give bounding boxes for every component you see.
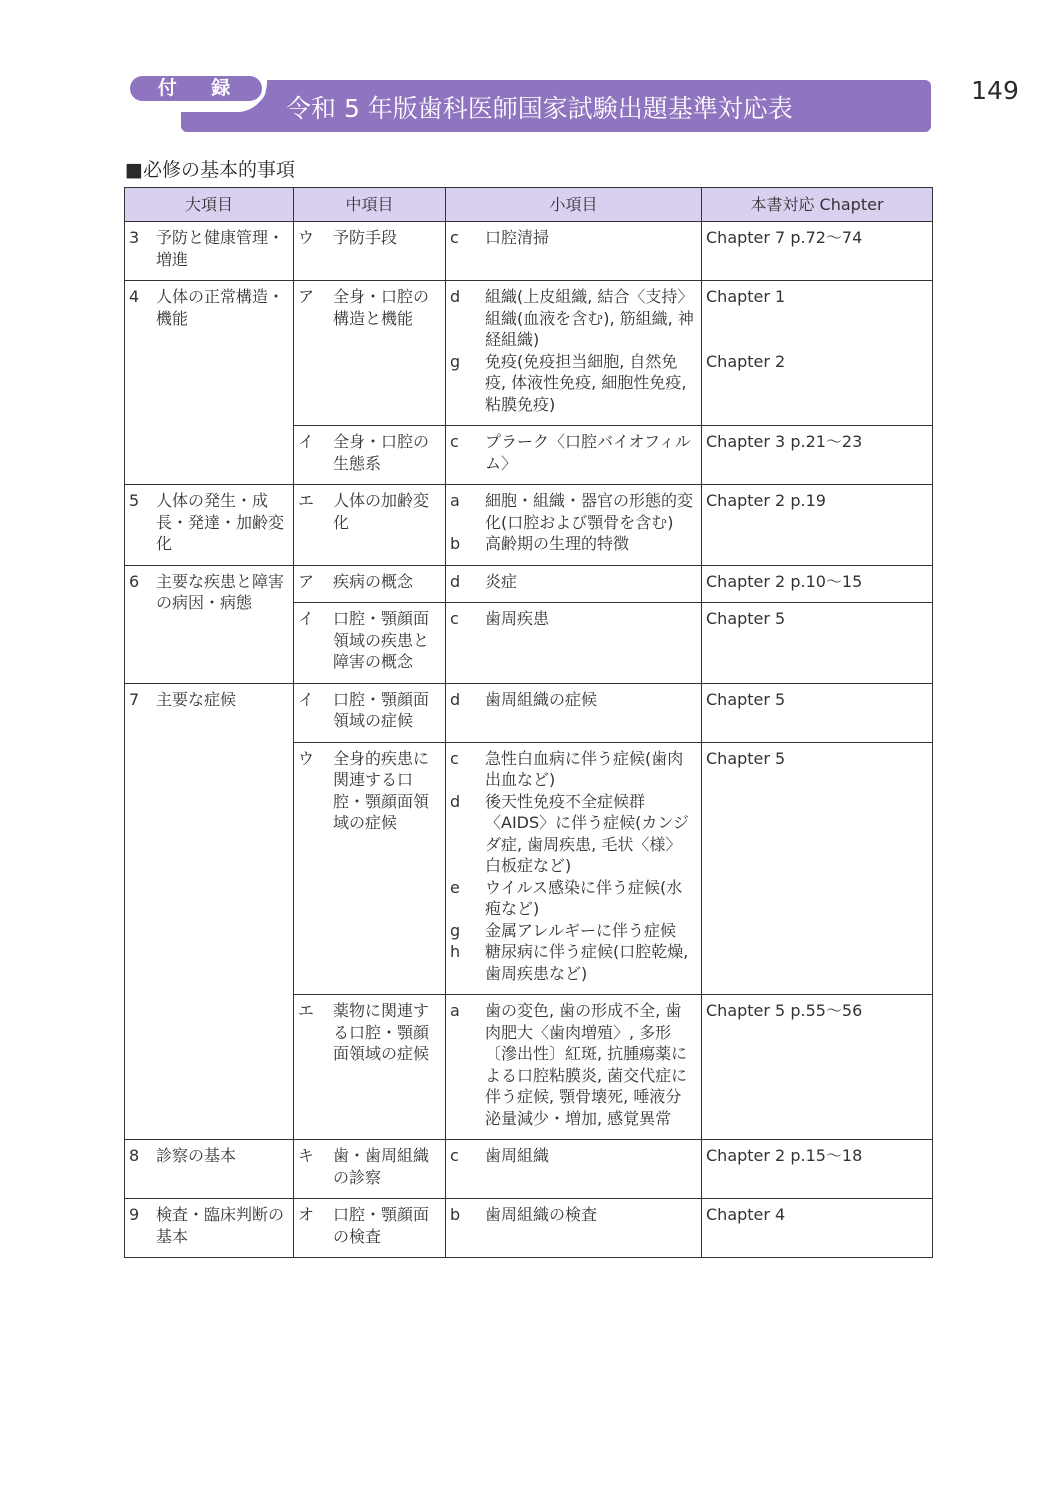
chapter-reference: Chapter 4: [706, 1205, 786, 1224]
mid-item-label: 口腔・顎顔面領域の症候: [333, 689, 430, 730]
minor-item-key: a: [450, 1001, 460, 1020]
major-item-number: 5: [129, 491, 140, 510]
minor-item-label: 歯周組織の症候: [485, 689, 598, 709]
major-item-number: 6: [129, 571, 140, 591]
chapter-cell: [702, 1140, 933, 1199]
table-row: [125, 222, 933, 281]
minor-item: [450, 1000, 697, 1129]
header-major: 大項目: [125, 188, 294, 222]
mid-item-label: 薬物に関連する口腔・顎顔面領域の症候: [333, 1001, 430, 1063]
minor-item-key: b: [450, 1205, 461, 1224]
minor-item-key: c: [450, 748, 459, 768]
mid-item-cell: [294, 485, 446, 566]
mid-item-key: オ: [298, 1205, 315, 1224]
page-title: 令和 5 年版歯科医師国家試験出題基準対応表: [286, 94, 793, 123]
minor-item-key: c: [450, 432, 459, 451]
table-row: [125, 683, 933, 742]
mid-item-label: 口腔・顎顔面領域の疾患と障害の概念: [333, 609, 430, 671]
major-item-cell: [125, 683, 294, 1140]
minor-item-cell: [446, 565, 702, 603]
minor-item-label: 歯周組織: [485, 1146, 550, 1165]
major-item-number: 4: [129, 287, 140, 306]
minor-item: [450, 608, 697, 630]
minor-item-cell: [446, 995, 702, 1140]
minor-item-label: 組織(上皮組織, 結合〈支持〉組織(血液を含む), 筋組織, 神経組織): [485, 287, 694, 349]
mid-item-key: イ: [298, 609, 315, 628]
minor-item: [450, 877, 697, 920]
minor-item-label: 免疫(免疫担当細胞, 自然免疫, 体液性免疫, 細胞性免疫, 粘膜免疫): [485, 351, 687, 414]
minor-item: [450, 941, 697, 984]
table-header-row: [125, 188, 933, 222]
major-item-cell: [125, 281, 294, 485]
correspondence-table: [124, 187, 933, 1258]
minor-item: [450, 1145, 697, 1167]
mid-item-label: 全身・口腔の生態系: [333, 432, 430, 473]
minor-item-label: 高齢期の生理的特徴: [485, 534, 630, 553]
minor-item-key: g: [450, 351, 461, 371]
mid-item-label: 人体の加齢変化: [333, 491, 430, 532]
chapter-reference: Chapter 5: [706, 748, 786, 768]
minor-item-label: プラーク〈口腔バイオフィルム〉: [485, 432, 691, 473]
appendix-tab: 付 録: [126, 72, 266, 105]
major-item-number: 9: [129, 1205, 140, 1224]
table-body: [125, 222, 933, 1258]
minor-item: [450, 227, 697, 249]
chapter-reference: Chapter 1: [706, 287, 786, 306]
mid-item-key: ウ: [298, 748, 315, 768]
title-bar: [181, 80, 931, 132]
minor-item-key: d: [450, 689, 461, 709]
minor-item-label: 炎症: [485, 571, 518, 591]
major-item-cell: [125, 565, 294, 683]
major-item-label: 診察の基本: [156, 1146, 237, 1165]
minor-item-label: 歯の変色, 歯の形成不全, 歯肉肥大〈歯肉増殖〉, 多形〔滲出性〕紅斑, 抗腫瘍薬による口腔粘膜炎, 菌交代症に伴う症候, 顎骨壊死, 唾液分泌量減少・増加, 感覚異常: [485, 1001, 688, 1128]
mid-item-label: 予防手段: [333, 228, 398, 247]
minor-item-key: c: [450, 228, 459, 247]
mid-item-cell: [294, 603, 446, 684]
mid-item-key: エ: [298, 1001, 315, 1020]
section-heading: ■必修の基本的事項: [125, 159, 295, 181]
chapter-cell: [702, 426, 933, 485]
table-row: [125, 1140, 933, 1199]
minor-item-cell: [446, 603, 702, 684]
minor-item-cell: [446, 222, 702, 281]
major-item-label: 人体の正常構造・機能: [156, 287, 285, 328]
mid-item-key: イ: [298, 432, 315, 451]
minor-item: [450, 791, 697, 877]
minor-item-cell: [446, 1140, 702, 1199]
header-mid: 中項目: [294, 188, 446, 222]
minor-item-label: 後天性免疫不全症候群〈AIDS〉に伴う症候(カンジダ症, 歯周疾患, 毛状〈様〉白板症など): [485, 791, 689, 875]
major-item-label: 予防と健康管理・増進: [156, 228, 285, 269]
major-item-number: 8: [129, 1146, 140, 1165]
major-item-number: 7: [129, 689, 140, 709]
minor-item-label: ウイルス感染に伴う症候(水疱など): [485, 877, 683, 918]
minor-item: [450, 748, 697, 791]
minor-item: [450, 286, 697, 351]
major-item-label: 主要な疾患と障害の病因・病態: [156, 571, 285, 612]
minor-item: [450, 533, 697, 555]
chapter-reference: Chapter 5: [706, 689, 786, 709]
mid-item-label: 全身的疾患に関連する口腔・顎顔面領域の症候: [333, 748, 430, 832]
mid-item-cell: [294, 281, 446, 426]
minor-item-label: 歯周疾患: [485, 609, 550, 628]
mid-item-key: イ: [298, 689, 315, 709]
mid-item-key: ア: [298, 287, 315, 306]
minor-item-cell: [446, 485, 702, 566]
chapter-cell: [702, 742, 933, 995]
chapter-cell: [702, 1199, 933, 1258]
chapter-reference: Chapter 5 p.55〜56: [706, 1001, 863, 1020]
mid-item-key: キ: [298, 1146, 315, 1165]
chapter-reference: Chapter 5: [706, 609, 786, 628]
chapter-reference: Chapter 3 p.21〜23: [706, 432, 863, 451]
minor-item-key: d: [450, 571, 461, 591]
chapter-reference: Chapter 2 p.15〜18: [706, 1146, 863, 1165]
minor-item-label: 糖尿病に伴う症候(口腔乾燥, 歯周疾患など): [485, 942, 689, 983]
minor-item: [450, 571, 697, 593]
table-row: [125, 1199, 933, 1258]
major-item-number: 3: [129, 228, 140, 247]
header-chapter: 本書対応 Chapter: [702, 188, 933, 222]
major-item-cell: [125, 222, 294, 281]
chapter-reference: Chapter 2 p.10〜15: [706, 571, 863, 591]
minor-item-label: 歯周組織の検査: [485, 1205, 598, 1224]
minor-item-key: d: [450, 791, 461, 811]
minor-item-label: 細胞・組織・器官の形態的変化(口腔および顎骨を含む): [485, 491, 694, 532]
minor-item-key: c: [450, 1146, 459, 1165]
chapter-cell: [702, 565, 933, 603]
major-item-label: 人体の発生・成長・発達・加齢変化: [156, 491, 285, 553]
minor-item-key: b: [450, 534, 461, 553]
minor-item-cell: [446, 281, 702, 426]
minor-item-key: g: [450, 920, 461, 940]
mid-item-cell: [294, 683, 446, 742]
page-number: 149: [971, 76, 1019, 105]
mid-item-label: 疾病の概念: [333, 571, 414, 591]
minor-item: [450, 689, 697, 711]
minor-item-cell: [446, 742, 702, 995]
mid-item-key: エ: [298, 491, 315, 510]
chapter-cell: [702, 683, 933, 742]
minor-item-key: d: [450, 287, 461, 306]
chapter-reference: Chapter 7 p.72〜74: [706, 228, 863, 247]
chapter-reference: Chapter 2 p.19: [706, 491, 826, 510]
mid-item-key: ア: [298, 571, 315, 591]
minor-item: [450, 351, 697, 416]
minor-item: [450, 920, 697, 942]
mid-item-cell: [294, 742, 446, 995]
table-row: [125, 281, 933, 426]
minor-item-key: c: [450, 609, 459, 628]
major-item-cell: [125, 1199, 294, 1258]
minor-item-cell: [446, 426, 702, 485]
table-row: [125, 485, 933, 566]
mid-item-cell: [294, 222, 446, 281]
table-row: [125, 565, 933, 603]
chapter-reference: Chapter 2: [706, 351, 786, 371]
minor-item-key: h: [450, 942, 461, 961]
major-item-cell: [125, 1140, 294, 1199]
major-item-label: 検査・臨床判断の基本: [156, 1205, 285, 1246]
minor-item-cell: [446, 1199, 702, 1258]
mid-item-cell: [294, 1199, 446, 1258]
mid-item-key: ウ: [298, 228, 315, 247]
minor-item-label: 金属アレルギーに伴う症候: [485, 920, 676, 940]
minor-item-cell: [446, 683, 702, 742]
chapter-cell: [702, 281, 933, 426]
mid-item-label: 全身・口腔の構造と機能: [333, 287, 430, 328]
chapter-cell: [702, 603, 933, 684]
minor-item-label: 口腔清掃: [485, 228, 550, 247]
minor-item-key: a: [450, 491, 460, 510]
mid-item-cell: [294, 426, 446, 485]
mid-item-label: 歯・歯周組織の診察: [333, 1146, 430, 1187]
mid-item-label: 口腔・顎顔面の検査: [333, 1205, 430, 1246]
mid-item-cell: [294, 1140, 446, 1199]
chapter-cell: [702, 995, 933, 1140]
chapter-cell: [702, 485, 933, 566]
minor-item-label: 急性白血病に伴う症候(歯肉出血など): [485, 748, 684, 789]
minor-item: [450, 431, 697, 474]
header-minor: 小項目: [446, 188, 702, 222]
major-item-cell: [125, 485, 294, 566]
mid-item-cell: [294, 565, 446, 603]
chapter-cell: [702, 222, 933, 281]
minor-item: [450, 490, 697, 533]
mid-item-cell: [294, 995, 446, 1140]
major-item-label: 主要な症候: [156, 689, 237, 709]
minor-item: [450, 1204, 697, 1226]
minor-item-key: e: [450, 877, 460, 897]
